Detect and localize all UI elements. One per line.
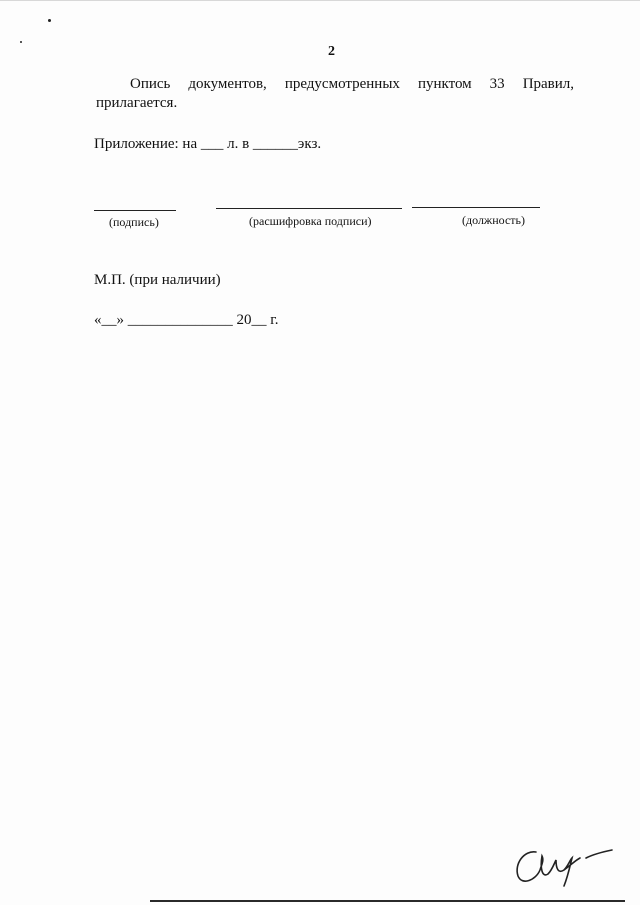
paragraph-inventory-end: прилагается. (96, 95, 178, 111)
seal-note: М.П. (при наличии) (94, 272, 221, 288)
scan-speck (48, 19, 51, 22)
handwritten-signature-icon (506, 830, 616, 890)
position-label: (должность) (462, 213, 525, 227)
signature-underline (94, 210, 176, 211)
signature-label: (подпись) (109, 215, 159, 229)
para-word: 33 (489, 76, 505, 92)
page-number: 2 (328, 44, 335, 59)
para-word: пунктом (417, 76, 472, 92)
scan-top-edge (0, 0, 640, 1)
scan-speck (20, 41, 22, 43)
attachment-line: Приложение: на ___ л. в ______экз. (94, 136, 322, 152)
transcript-underline (216, 208, 402, 209)
date-line: «__» ______________ 20__ г. (94, 312, 279, 328)
position-underline (412, 207, 540, 208)
transcript-label: (расшифровка подписи) (249, 214, 372, 228)
para-word: Правил, (522, 76, 575, 92)
scan-bottom-edge (150, 900, 625, 902)
paragraph-inventory (96, 74, 574, 94)
para-word: документов, (188, 76, 267, 92)
para-word: Опись (130, 76, 171, 92)
para-word: предусмотренных (284, 76, 400, 92)
